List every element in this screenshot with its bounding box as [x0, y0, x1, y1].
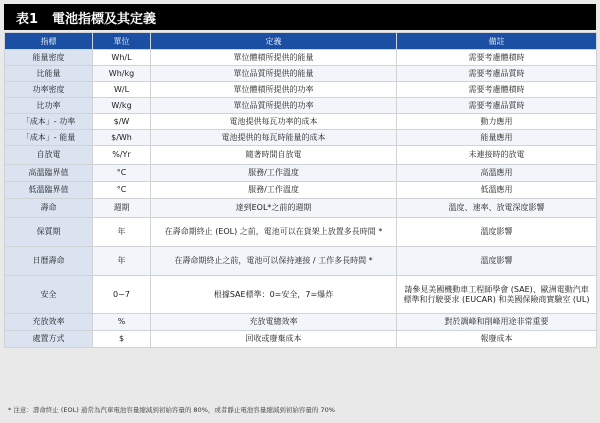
cell-note: 高溫應用: [397, 165, 597, 182]
cell-note: 未連接時的放電: [397, 146, 597, 165]
table-row: [5, 114, 597, 130]
cell-metric: 「成本」- 能量: [5, 130, 93, 146]
cell-metric: 壽命: [5, 199, 93, 218]
cell-note: 溫度、速率、放電深度影響: [397, 199, 597, 218]
cell-definition: 服務/工作溫度: [151, 182, 397, 199]
cell-definition: 隨著時間自放電: [151, 146, 397, 165]
table-row: [5, 331, 597, 348]
cell-unit: $/Wh: [93, 130, 151, 146]
cell-definition: 電池提供每瓦功率的成本: [151, 114, 397, 130]
cell-note: 需要考慮體積時: [397, 50, 597, 66]
table-title: 電池指標及其定義: [52, 11, 157, 27]
table-row: [5, 82, 597, 98]
cell-note: 低溫應用: [397, 182, 597, 199]
cell-unit: 0~7: [93, 276, 151, 314]
cell-definition: 服務/工作溫度: [151, 165, 397, 182]
cell-unit: W/kg: [93, 98, 151, 114]
table-header-row: [5, 33, 597, 50]
cell-note: 需要考慮品質時: [397, 66, 597, 82]
cell-unit: °C: [93, 165, 151, 182]
table-row: [5, 50, 597, 66]
cell-definition: 達到EOL*之前的週期: [151, 199, 397, 218]
table-row: [5, 146, 597, 165]
cell-note: 能量應用: [397, 130, 597, 146]
cell-definition: 回收或廢棄成本: [151, 331, 397, 348]
cell-unit: %: [93, 314, 151, 331]
cell-note: 溫度影響: [397, 247, 597, 276]
cell-definition: 在壽命期終止 (EOL) 之前，電池可以在貨架上放置多長時間 *: [151, 218, 397, 247]
table-row: [5, 276, 597, 314]
table-row: [5, 165, 597, 182]
table-row: [5, 218, 597, 247]
cell-metric: 處置方式: [5, 331, 93, 348]
table-row: [5, 98, 597, 114]
cell-unit: W/L: [93, 82, 151, 98]
table-row: [5, 130, 597, 146]
table-row: [5, 66, 597, 82]
battery-metrics-table: [4, 32, 597, 348]
cell-metric: 低溫臨界值: [5, 182, 93, 199]
table-row: [5, 247, 597, 276]
table-row: [5, 314, 597, 331]
cell-note: 溫度影響: [397, 218, 597, 247]
cell-unit: $: [93, 331, 151, 348]
cell-metric: 保質期: [5, 218, 93, 247]
cell-metric: 功率密度: [5, 82, 93, 98]
cell-definition: 在壽命期終止之前，電池可以保持連接 / 工作多長時間 *: [151, 247, 397, 276]
cell-unit: 年: [93, 247, 151, 276]
cell-metric: 能量密度: [5, 50, 93, 66]
cell-definition: 單位體積所提供的功率: [151, 82, 397, 98]
cell-note: 需要考慮品質時: [397, 98, 597, 114]
cell-definition: 充放電總效率: [151, 314, 397, 331]
cell-note: 對於調峰和削峰用途非常重要: [397, 314, 597, 331]
cell-metric: 安全: [5, 276, 93, 314]
cell-definition: 單位品質所提供的能量: [151, 66, 397, 82]
cell-metric: 「成本」- 功率: [5, 114, 93, 130]
footnote: * 注意：壽命終止 (EOL) 通常為汽車電池容量縮減到初始容量的 80%，或者靜止電池容量縮減到初始容量的 70%: [8, 406, 335, 414]
header-metric: 指標: [5, 33, 93, 50]
cell-metric: 充放效率: [5, 314, 93, 331]
header-definition: 定義: [151, 33, 397, 50]
cell-unit: %/Yr: [93, 146, 151, 165]
cell-metric: 比能量: [5, 66, 93, 82]
cell-metric: 日曆壽命: [5, 247, 93, 276]
cell-unit: Wh/L: [93, 50, 151, 66]
cell-unit: Wh/kg: [93, 66, 151, 82]
cell-metric: 自放電: [5, 146, 93, 165]
cell-metric: 高溫臨界值: [5, 165, 93, 182]
header-note: 備註: [397, 33, 597, 50]
cell-definition: 單位體積所提供的能量: [151, 50, 397, 66]
table-row: [5, 199, 597, 218]
cell-metric: 比功率: [5, 98, 93, 114]
table-title-bar: [4, 4, 596, 30]
cell-unit: °C: [93, 182, 151, 199]
cell-unit: 週期: [93, 199, 151, 218]
cell-note: 需要考慮體積時: [397, 82, 597, 98]
table-row: [5, 182, 597, 199]
table-number: 表1: [16, 11, 39, 27]
cell-unit: 年: [93, 218, 151, 247]
cell-definition: 單位品質所提供的功率: [151, 98, 397, 114]
cell-definition: 電池提供的每瓦時能量的成本: [151, 130, 397, 146]
cell-definition: 根據SAE標準：0=安全，7=爆炸: [151, 276, 397, 314]
cell-unit: $/W: [93, 114, 151, 130]
cell-note: 報廢成本: [397, 331, 597, 348]
cell-note: 請參見美國機動車工程師學會 (SAE)、歐洲電動汽車標準和行駛要求 (EUCAR) 和美國保險商實驗室 (UL): [397, 276, 597, 314]
header-unit: 單位: [93, 33, 151, 50]
cell-note: 動力應用: [397, 114, 597, 130]
